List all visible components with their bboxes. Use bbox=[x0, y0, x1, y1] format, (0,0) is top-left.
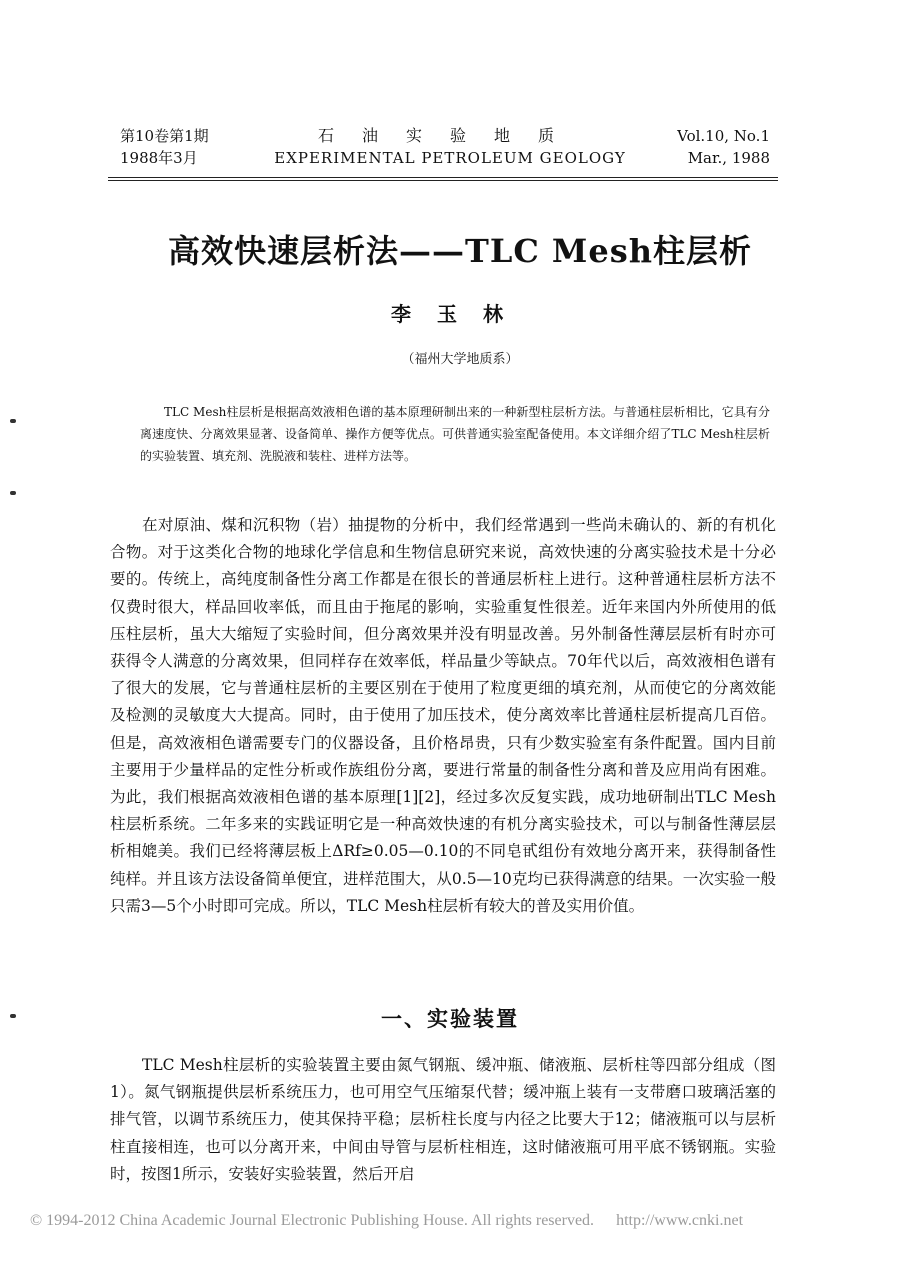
scan-mark bbox=[10, 491, 16, 495]
body-paragraph: TLC Mesh柱层析的实验装置主要由氮气钢瓶、缓冲瓶、储液瓶、层析柱等四部分组成（图1）。氮气钢瓶提供层析系统压力，也可用空气压缩泵代替；缓冲瓶上装有一支带磨口玻璃活塞的排气管，以调节系统压力，使其保持平稳；层析柱长度与内径之比要大于12；储液瓶可以与层析柱直接相连，也可以分离开来，中间由导管与层析柱相连，这时储液瓶可用平底不锈钢瓶。实验时，按图1所示，安装好实验装置，然后开启 bbox=[110, 1056, 776, 1183]
author: 李玉林 bbox=[391, 302, 529, 326]
footer-link[interactable]: http://www.cnki.net bbox=[616, 1212, 744, 1229]
abstract: TLC Mesh柱层析是根据高效液相色谱的基本原理研制出来的一种新型柱层析方法。与普通柱层析相比，它具有分离速度快、分离效果显著、设备简单、操作方便等优点。可供普通实验室配备使用。本文详细介绍了TLC Mesh柱层析的实验装置、填充剂、洗脱液和装柱、进样方法等。 bbox=[140, 405, 770, 463]
journal-name-cn: 石油实验地质 bbox=[317, 126, 582, 145]
journal-issue bbox=[120, 125, 209, 169]
affiliation: （福州大学地质系） bbox=[401, 352, 519, 367]
header-rule bbox=[108, 177, 778, 178]
body-paragraph: 在对原油、煤和沉积物（岩）抽提物的分析中，我们经常遇到一些尚未确认的、新的有机化合物。对于这类化合物的地球化学信息和生物信息研究来说，高效快速的分离实验技术是十分必要的。传统上，高纯度制备性分离工作都是在很长的普通层析柱上进行。这种普通柱层析方法不仅费时很大，样品回收率低，而且由于拖尾的影响，实验重复性很差。近年来国内外所使用的低压柱层析，虽大大缩短了实验时间，但分离效果并没有明显改善。另外制备性薄层层析有时亦可获得令人满意的分离效果，但同样存在效率低，样品量少等缺点。70年代以后，高效液相色谱有了很大的发展，它与普通柱层析的主要区别在于使用了粒度更细的填充剂，从而使它的分离效能及检测的灵敏度大大提高。同时，由于使用了加压技术，使分离效率比普通柱层析提高几百倍。但是，高效液相色谱需要专门的仪器设备，且价格昂贵，只有少数实验室有条件配置。国内目前主要用于少量样品的定性分析或作族组份分离，要进行常量的制备性分离和普及应用尚有困难。为此，我们根据高效液相色谱的基本原理[1][2]，经过多次反复实践，成功地研制出TLC Mesh柱层析系统。二年多来的实践证明它是一种高效快速的有机分离实验技术，可以与制备性薄层层析相媲美。我们已经将薄层板上ΔRf≥0.05—0.10的不同皂甙组份有效地分离开来，获得制备性纯样。并且该方法设备简单便宜，进样范围大，从0.5—10克均已获得满意的结果。一次实验一般只需3—5个小时即可完成。所以，TLC Mesh柱层析有较大的普及实用价值。 bbox=[110, 516, 776, 915]
copyright-footer bbox=[30, 1212, 910, 1230]
header-rule bbox=[108, 180, 778, 181]
issue-date: 1988年3月 bbox=[120, 149, 198, 167]
issue-date-en: Mar., 1988 bbox=[687, 149, 770, 167]
article-title: 高效快速层析法——TLC Mesh柱层析 bbox=[168, 232, 752, 270]
journal-name-en: EXPERIMENTAL PETROLEUM GEOLOGY bbox=[274, 149, 626, 167]
section-heading: 一、实验装置 bbox=[381, 1006, 519, 1031]
journal-name bbox=[255, 125, 645, 169]
volume-issue: 第10卷第1期 bbox=[120, 127, 209, 145]
volume-issue-en: Vol.10, No.1 bbox=[677, 127, 770, 145]
copyright-text: © 1994-2012 China Academic Journal Electronic Publishing House. All rights reserved. bbox=[30, 1212, 595, 1229]
journal-issue-en bbox=[660, 125, 770, 169]
scan-mark bbox=[10, 419, 16, 423]
